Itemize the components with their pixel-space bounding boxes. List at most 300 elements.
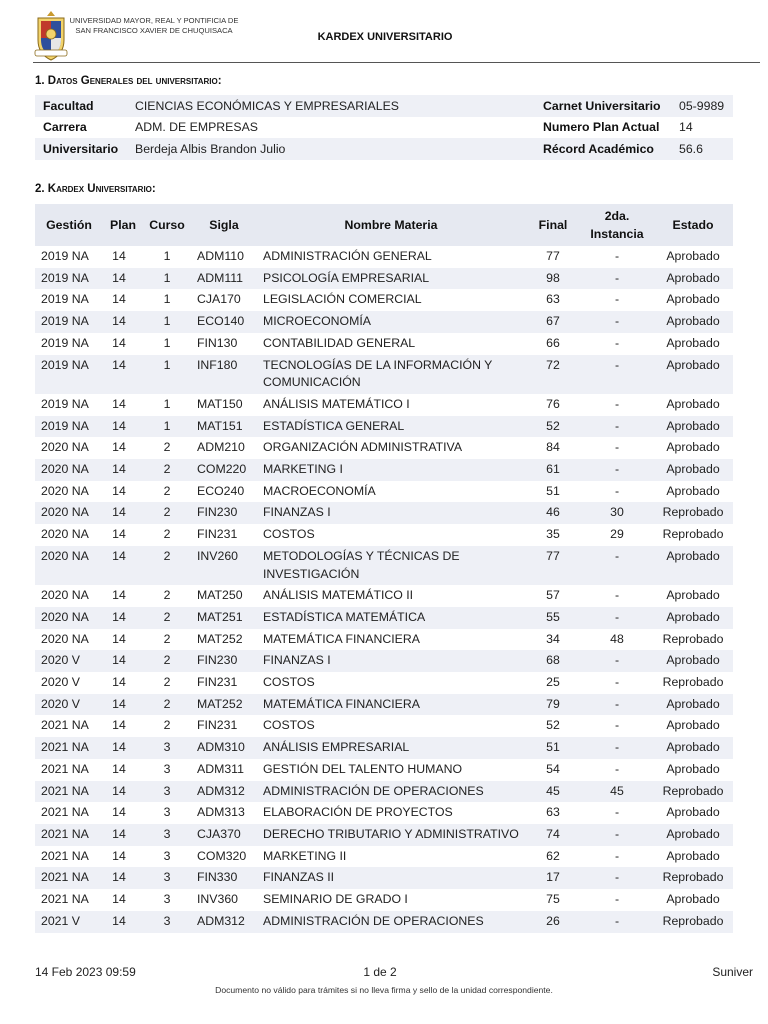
cell-plan: 14 (103, 502, 143, 524)
cell-segunda-instancia: - (614, 675, 620, 690)
cell-sigla: ADM313 (197, 805, 245, 820)
cell-plan: 14 (112, 892, 126, 907)
cell-nombre-materia: ADMINISTRACIÓN DE OPERACIONES (257, 911, 525, 933)
cell-nombre-materia: MATEMÁTICA FINANCIERA (257, 694, 525, 716)
cell-nombre-materia: ORGANIZACIÓN ADMINISTRATIVA (263, 440, 463, 455)
cell-estado: Reprobado (662, 527, 724, 542)
cell-sigla: ADM110 (197, 249, 244, 263)
table-row (35, 802, 733, 824)
university-seal-icon (34, 10, 68, 62)
cell-segunda-instancia: - (614, 440, 620, 455)
cell-estado: Aprobado (666, 396, 720, 411)
cell-curso: 3 (143, 737, 191, 759)
table-row (35, 867, 733, 889)
cell-final: 52 (525, 416, 581, 438)
cell-final: 63 (546, 292, 560, 307)
table-row (35, 694, 733, 716)
cell-curso: 3 (143, 781, 191, 803)
cell-sigla: MAT250 (197, 588, 243, 603)
cell-gestion: 2019 NA (35, 268, 103, 290)
facultad-label: Facultad (35, 95, 127, 117)
cell-gestion: 2021 NA (41, 761, 89, 776)
cell-gestion: 2021 NA (41, 805, 89, 820)
cell-gestion: 2020 NA (41, 440, 89, 455)
cell-plan: 14 (103, 459, 143, 481)
cell-gestion: 2019 NA (41, 249, 89, 263)
cell-estado: Aprobado (653, 694, 733, 716)
record-value: 56.6 (671, 138, 733, 160)
table-row (35, 737, 733, 759)
cell-curso: 3 (143, 911, 191, 933)
general-row (35, 138, 733, 160)
cell-final: 76 (546, 396, 560, 411)
cell-estado: Aprobado (666, 805, 720, 820)
cell-plan: 14 (112, 675, 126, 690)
general-row (35, 117, 733, 139)
cell-plan: 14 (112, 396, 126, 411)
cell-sigla: CJA370 (191, 824, 257, 846)
cell-segunda-instancia: 30 (581, 502, 653, 524)
cell-plan: 14 (112, 440, 126, 455)
cell-sigla: ADM312 (191, 781, 257, 803)
cell-segunda-instancia: - (581, 268, 653, 290)
cell-nombre-materia: CONTABILIDAD GENERAL (263, 335, 416, 350)
cell-segunda-instancia: - (614, 335, 620, 350)
cell-plan: 14 (103, 416, 143, 438)
cell-curso: 2 (163, 631, 171, 646)
cell-segunda-instancia: 45 (581, 781, 653, 803)
cell-estado: Aprobado (666, 483, 720, 498)
cell-segunda-instancia: - (581, 546, 653, 585)
cell-plan: 14 (103, 268, 143, 290)
cell-estado: Aprobado (666, 440, 720, 455)
cell-nombre-materia: DERECHO TRIBUTARIO Y ADMINISTRATIVO (257, 824, 525, 846)
cell-curso: 2 (163, 483, 171, 498)
cell-sigla: INF180 (191, 355, 257, 394)
cell-curso: 2 (163, 588, 171, 603)
cell-segunda-instancia: - (581, 607, 653, 629)
cell-sigla: COM320 (197, 848, 247, 863)
cell-nombre-materia: ESTADÍSTICA MATEMÁTICA (257, 607, 525, 629)
cell-curso: 2 (163, 527, 171, 542)
cell-estado: Aprobado (666, 718, 720, 733)
cell-estado: Aprobado (666, 292, 720, 307)
cell-gestion: 2020 NA (41, 631, 89, 646)
cell-sigla: MAT252 (197, 631, 243, 646)
cell-final: 52 (546, 718, 560, 733)
cell-segunda-instancia: - (581, 650, 653, 672)
cell-estado: Reprobado (662, 675, 724, 690)
table-row (35, 824, 733, 846)
cell-nombre-materia: MACROECONOMÍA (263, 483, 376, 498)
cell-gestion: 2019 NA (35, 311, 103, 333)
cell-segunda-instancia: - (614, 396, 620, 411)
cell-final: 68 (525, 650, 581, 672)
cell-curso: 3 (163, 848, 171, 863)
cell-plan: 14 (112, 483, 126, 498)
cell-estado: Reprobado (653, 911, 733, 933)
cell-segunda-instancia: - (614, 848, 620, 863)
table-row (35, 246, 733, 268)
col-header-final: Final (525, 204, 581, 246)
cell-plan: 14 (112, 848, 126, 863)
cell-plan: 14 (112, 527, 126, 542)
cell-segunda-instancia: - (614, 249, 620, 263)
cell-curso: 2 (143, 694, 191, 716)
cell-sigla: MAT252 (191, 694, 257, 716)
cell-gestion: 2019 NA (41, 292, 89, 307)
table-row (35, 607, 733, 629)
cell-plan: 14 (103, 867, 143, 889)
cell-gestion: 2021 NA (41, 892, 89, 907)
cell-sigla: CJA170 (197, 292, 241, 307)
plan-value: 14 (679, 120, 693, 135)
table-row (35, 911, 733, 933)
cell-sigla: INV360 (197, 892, 239, 907)
cell-curso: 2 (143, 546, 191, 585)
cell-gestion: 2021 V (35, 911, 103, 933)
carnet-label: Carnet Universitario (535, 95, 671, 117)
cell-final: 77 (525, 546, 581, 585)
cell-plan: 14 (112, 631, 126, 646)
cell-curso: 1 (163, 292, 171, 307)
cell-curso: 2 (143, 502, 191, 524)
cell-gestion: 2021 NA (35, 781, 103, 803)
cell-curso: 3 (163, 892, 171, 907)
table-row (35, 524, 733, 546)
cell-gestion: 2020 NA (35, 459, 103, 481)
footer-system: Suniver (712, 965, 753, 979)
cell-estado: Aprobado (653, 268, 733, 290)
cell-plan: 14 (112, 588, 126, 603)
cell-estado: Aprobado (666, 335, 720, 350)
cell-nombre-materia: ADMINISTRACIÓN GENERAL (263, 249, 432, 263)
cell-final: 35 (546, 527, 560, 542)
cell-sigla: FIN230 (191, 650, 257, 672)
cell-estado: Aprobado (653, 607, 733, 629)
cell-gestion: 2019 NA (35, 416, 103, 438)
page-title: KARDEX UNIVERSITARIO (317, 31, 453, 43)
cell-estado: Aprobado (666, 588, 720, 603)
cell-sigla: FIN230 (191, 502, 257, 524)
cell-plan: 14 (103, 650, 143, 672)
table-row (35, 715, 733, 737)
section-kardex-title: 2. Kardex Universitario: (35, 183, 156, 195)
cell-curso: 2 (163, 718, 171, 733)
cell-estado: Aprobado (653, 416, 733, 438)
table-row (35, 889, 733, 911)
carnet-value: 05-9989 (671, 95, 733, 117)
cell-curso: 1 (163, 249, 171, 263)
cell-nombre-materia: ESTADÍSTICA GENERAL (257, 416, 525, 438)
cell-plan: 14 (103, 737, 143, 759)
cell-segunda-instancia: - (581, 824, 653, 846)
cell-nombre-materia: MARKETING I (257, 459, 525, 481)
record-label: Récord Académico (535, 138, 671, 160)
cell-curso: 3 (163, 761, 171, 776)
cell-nombre-materia: FINANZAS I (257, 502, 525, 524)
cell-curso: 3 (143, 824, 191, 846)
cell-gestion: 2020 V (35, 694, 103, 716)
cell-nombre-materia: ELABORACIÓN DE PROYECTOS (263, 805, 453, 820)
header-divider (33, 62, 760, 63)
section-general-title: 1. Datos Generales del universitario: (35, 75, 222, 87)
universitario-label: Universitario (35, 138, 127, 160)
cell-final: 51 (525, 737, 581, 759)
cell-estado: Aprobado (653, 459, 733, 481)
table-row (35, 585, 733, 607)
cell-nombre-materia: TECNOLOGÍAS DE LA INFORMACIÓN Y COMUNICACIÓN (257, 355, 525, 394)
cell-final: 51 (546, 483, 560, 498)
cell-sigla: FIN231 (197, 527, 238, 542)
cell-sigla: ADM210 (197, 440, 245, 455)
cell-gestion: 2019 NA (41, 396, 89, 411)
cell-final: 34 (546, 631, 560, 646)
cell-sigla: ADM312 (191, 911, 257, 933)
col-header-plan: Plan (103, 204, 143, 246)
cell-sigla: FIN130 (197, 335, 238, 350)
cell-segunda-instancia: - (614, 761, 620, 776)
cell-segunda-instancia: - (581, 459, 653, 481)
cell-estado: Aprobado (653, 546, 733, 585)
cell-final: 63 (546, 805, 560, 820)
cell-segunda-instancia: - (581, 355, 653, 394)
table-row (35, 416, 733, 438)
footer-validity-note: Documento no válido para trámites si no lleva firma y sello de la unidad correspondiente. (215, 985, 553, 995)
kardex-body (35, 246, 733, 933)
cell-gestion: 2021 NA (41, 718, 89, 733)
cell-estado: Reprobado (653, 867, 733, 889)
cell-plan: 14 (112, 718, 126, 733)
cell-plan: 14 (103, 781, 143, 803)
table-row (35, 672, 733, 694)
cell-segunda-instancia: - (581, 911, 653, 933)
cell-estado: Aprobado (653, 824, 733, 846)
cell-sigla: FIN231 (197, 718, 238, 733)
cell-segunda-instancia: - (581, 737, 653, 759)
cell-plan: 14 (112, 335, 126, 350)
cell-final: 67 (525, 311, 581, 333)
col-header-segunda-instancia: 2da. Instancia (581, 204, 653, 246)
table-row (35, 333, 733, 355)
cell-estado: Aprobado (653, 311, 733, 333)
col-header-sigla: Sigla (191, 204, 257, 246)
cell-plan: 14 (103, 355, 143, 394)
col-header-gestion: Gestión (35, 204, 103, 246)
cell-segunda-instancia: - (614, 588, 620, 603)
cell-nombre-materia: ADMINISTRACIÓN DE OPERACIONES (257, 781, 525, 803)
cell-nombre-materia: FINANZAS I (257, 650, 525, 672)
cell-plan: 14 (112, 805, 126, 820)
cell-curso: 2 (163, 440, 171, 455)
cell-sigla: FIN330 (191, 867, 257, 889)
cell-final: 26 (525, 911, 581, 933)
cell-nombre-materia: METODOLOGÍAS Y TÉCNICAS DE INVESTIGACIÓN (257, 546, 525, 585)
cell-nombre-materia: MICROECONOMÍA (257, 311, 525, 333)
general-row (35, 95, 733, 117)
document-header (0, 0, 768, 66)
cell-estado: Aprobado (666, 249, 720, 263)
table-row (35, 289, 733, 311)
table-row (35, 394, 733, 416)
cell-final: 57 (546, 588, 560, 603)
cell-gestion: 2020 NA (41, 483, 89, 498)
table-row (35, 781, 733, 803)
cell-nombre-materia: PSICOLOGÍA EMPRESARIAL (257, 268, 525, 290)
cell-plan: 14 (103, 311, 143, 333)
cell-gestion: 2020 NA (35, 502, 103, 524)
plan-label: Numero Plan Actual (543, 120, 660, 135)
cell-nombre-materia: FINANZAS II (257, 867, 525, 889)
cell-sigla: FIN231 (197, 675, 238, 690)
cell-gestion: 2020 NA (41, 527, 89, 542)
cell-final: 61 (525, 459, 581, 481)
cell-final: 45 (525, 781, 581, 803)
cell-segunda-instancia: - (581, 694, 653, 716)
cell-gestion: 2020 V (35, 650, 103, 672)
cell-gestion: 2021 NA (35, 824, 103, 846)
cell-sigla: ADM111 (191, 268, 257, 290)
carrera-label: Carrera (43, 120, 87, 135)
cell-estado: Reprobado (653, 781, 733, 803)
cell-sigla: MAT251 (191, 607, 257, 629)
cell-estado: Aprobado (653, 650, 733, 672)
cell-gestion: 2021 NA (35, 867, 103, 889)
cell-nombre-materia: MATEMÁTICA FINANCIERA (263, 631, 420, 646)
carrera-value: ADM. DE EMPRESAS (135, 120, 258, 135)
cell-nombre-materia: MARKETING II (263, 848, 347, 863)
cell-curso: 2 (163, 675, 171, 690)
cell-segunda-instancia: 29 (610, 527, 624, 542)
cell-sigla: COM220 (191, 459, 257, 481)
cell-sigla: INV260 (191, 546, 257, 585)
cell-estado: Aprobado (666, 892, 720, 907)
cell-gestion: 2020 V (41, 675, 80, 690)
university-name: UNIVERSIDAD MAYOR, REAL Y PONTIFICIA DE SAN FRANCISCO XAVIER DE CHUQUISACA (69, 16, 239, 35)
cell-nombre-materia: COSTOS (263, 718, 315, 733)
cell-nombre-materia: ANÁLISIS EMPRESARIAL (257, 737, 525, 759)
cell-gestion: 2020 NA (35, 546, 103, 585)
cell-estado: Reprobado (653, 502, 733, 524)
footer-page-number: 1 de 2 (363, 965, 397, 979)
col-header-nombre-materia: Nombre Materia (257, 204, 525, 246)
cell-curso: 3 (143, 867, 191, 889)
cell-final: 84 (546, 440, 560, 455)
table-row (35, 846, 733, 868)
cell-gestion: 2020 NA (35, 607, 103, 629)
table-row (35, 268, 733, 290)
cell-final: 72 (525, 355, 581, 394)
cell-plan: 14 (103, 546, 143, 585)
cell-nombre-materia: SEMINARIO DE GRADO I (263, 892, 408, 907)
cell-final: 79 (525, 694, 581, 716)
cell-curso: 1 (143, 268, 191, 290)
cell-sigla: MAT151 (191, 416, 257, 438)
cell-sigla: ADM310 (191, 737, 257, 759)
cell-nombre-materia: ANÁLISIS MATEMÁTICO I (263, 396, 410, 411)
cell-plan: 14 (112, 249, 126, 263)
cell-segunda-instancia: - (614, 718, 620, 733)
cell-segunda-instancia: - (614, 805, 620, 820)
cell-final: 54 (546, 761, 560, 776)
cell-final: 25 (546, 675, 560, 690)
table-row (35, 311, 733, 333)
cell-curso: 1 (143, 416, 191, 438)
table-row (35, 650, 733, 672)
cell-estado: Aprobado (666, 848, 720, 863)
cell-final: 55 (525, 607, 581, 629)
cell-final: 75 (546, 892, 560, 907)
kardex-header-row (35, 204, 733, 246)
cell-segunda-instancia: - (581, 867, 653, 889)
cell-estado: Reprobado (662, 631, 724, 646)
cell-final: 62 (546, 848, 560, 863)
cell-plan: 14 (103, 607, 143, 629)
cell-segunda-instancia: - (614, 483, 620, 498)
table-row (35, 629, 733, 651)
universitario-value: Berdeja Albis Brandon Julio (127, 138, 535, 160)
cell-curso: 1 (163, 335, 171, 350)
general-data-table (35, 95, 733, 160)
cell-sigla: ECO240 (197, 483, 245, 498)
cell-gestion: 2021 NA (35, 737, 103, 759)
cell-nombre-materia: COSTOS (263, 675, 315, 690)
cell-plan: 14 (112, 761, 126, 776)
cell-curso: 1 (143, 355, 191, 394)
cell-plan: 14 (103, 694, 143, 716)
cell-segunda-instancia: - (581, 416, 653, 438)
cell-segunda-instancia: - (614, 292, 620, 307)
cell-gestion: 2021 NA (41, 848, 89, 863)
cell-final: 46 (525, 502, 581, 524)
cell-plan: 14 (103, 911, 143, 933)
cell-estado: Aprobado (666, 761, 720, 776)
cell-gestion: 2019 NA (35, 355, 103, 394)
cell-segunda-instancia: - (614, 892, 620, 907)
cell-curso: 3 (163, 805, 171, 820)
cell-final: 77 (546, 249, 560, 263)
cell-final: 66 (546, 335, 560, 350)
cell-nombre-materia: GESTIÓN DEL TALENTO HUMANO (263, 761, 463, 776)
table-row (35, 459, 733, 481)
cell-curso: 2 (143, 459, 191, 481)
cell-estado: Aprobado (653, 737, 733, 759)
table-row (35, 437, 733, 459)
cell-final: 98 (525, 268, 581, 290)
cell-curso: 1 (143, 311, 191, 333)
table-row (35, 546, 733, 585)
cell-sigla: ADM311 (197, 761, 244, 776)
footer-datetime: 14 Feb 2023 09:59 (35, 965, 136, 979)
cell-nombre-materia: COSTOS (263, 527, 315, 542)
cell-nombre-materia: ANÁLISIS MATEMÁTICO II (263, 588, 414, 603)
cell-sigla: MAT150 (197, 396, 243, 411)
table-row (35, 355, 733, 394)
cell-segunda-instancia: 48 (610, 631, 624, 646)
cell-segunda-instancia: - (581, 311, 653, 333)
kardex-table (35, 204, 733, 933)
cell-curso: 2 (143, 650, 191, 672)
cell-nombre-materia: LEGISLACIÓN COMERCIAL (263, 292, 422, 307)
cell-curso: 2 (143, 607, 191, 629)
cell-gestion: 2020 NA (41, 588, 89, 603)
cell-plan: 14 (103, 824, 143, 846)
cell-curso: 1 (163, 396, 171, 411)
col-header-curso: Curso (143, 204, 191, 246)
cell-final: 74 (525, 824, 581, 846)
cell-plan: 14 (112, 292, 126, 307)
facultad-value: CIENCIAS ECONÓMICAS Y EMPRESARIALES (127, 95, 535, 117)
